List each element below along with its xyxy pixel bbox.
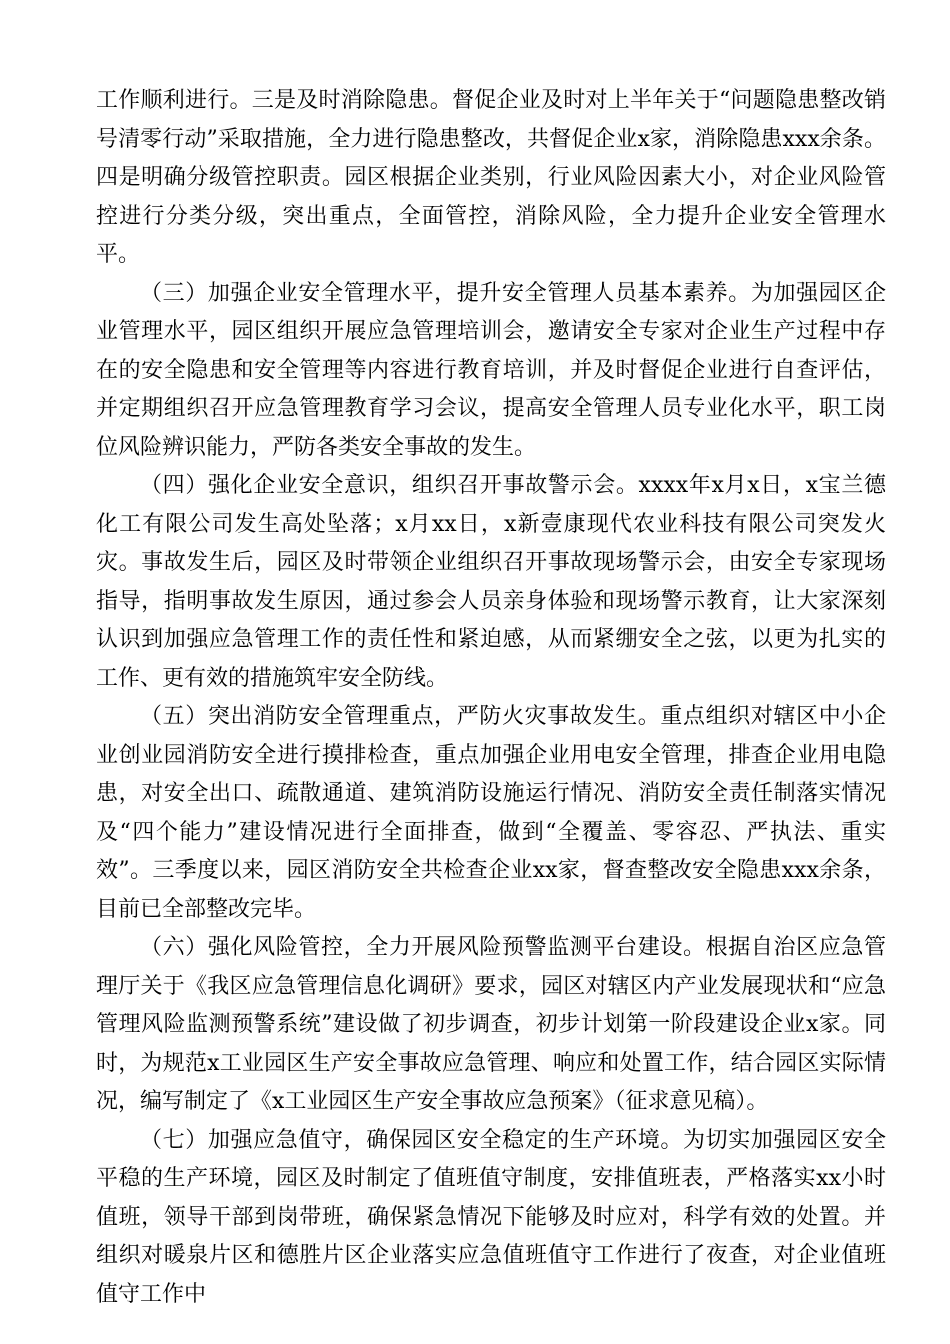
paragraph-text: （四）强化企业安全意识，组织召开事故警示会。xxxx年x月x日，x宝兰德化工有限公司发生高处坠落；x月xx日，x新壹康现代农业科技有限公司突发火灾。事故发生后，园区及时带领企业组织召开事故现场警示会，由安全专家现场指导，指明事故发生原因，通过参会人员亲身体验和现场警示教育，让大家深刻认识到加强应急管理工作的责任性和紧迫感，从而紧绷安全之弦，以更为扎实的工作、更有效的措施筑牢安全防线。 [96, 473, 886, 691]
paragraph-section-3 [96, 275, 886, 468]
paragraph-text: （七）加强应急值守，确保园区安全稳定的生产环境。为切实加强园区安全平稳的生产环境，园区及时制定了值班值守制度，安排值班表，严格落实xx小时值班，领导干部到岗带班，确保紧急情况下能够及时应对，科学有效的处置。并组织对暖泉片区和德胜片区企业落实应急值班值守工作进行了夜查，对企业值班值守工作中 [96, 1127, 886, 1307]
paragraph-text: （五）突出消防安全管理重点，严防火灾事故发生。重点组织对辖区中小企业创业园消防安全进行摸排检查，重点加强企业用电安全管理，排查企业用电隐患，对安全出口、疏散通道、建筑消防设施运行情况、消防安全责任制落实情况及“四个能力”建设情况进行全面排查，做到“全覆盖、零容忍、严执法、重实效”。三季度以来，园区消防安全共检查企业xx家，督查整改安全隐患xxx余条，目前已全部整改完毕。 [96, 704, 886, 922]
paragraph-section-6 [96, 929, 886, 1122]
paragraph-section-4 [96, 467, 886, 698]
paragraph-continuation [96, 82, 886, 275]
document-body [96, 82, 886, 1314]
paragraph-text: 工作顺利进行。三是及时消除隐患。督促企业及时对上半年关于“问题隐患整改销号清零行动”采取措施，全力进行隐患整改，共督促企业x家，消除隐患xxx余条。四是明确分级管控职责。园区根据企业类别，行业风险因素大小，对企业风险管控进行分类分级，突出重点，全面管控，消除风险，全力提升企业安全管理水平。 [96, 88, 886, 267]
paragraph-text: （六）强化风险管控，全力开展风险预警监测平台建设。根据自治区应急管理厅关于《我区应急管理信息化调研》要求，园区对辖区内产业发展现状和“应急管理风险监测预警系统”建设做了初步调查，初步计划第一阶段建设企业x家。同时，为规范x工业园区生产安全事故应急管理、响应和处置工作，结合园区实际情况，编写制定了《x工业园区生产安全事故应急预案》（征求意见稿）。 [96, 935, 886, 1114]
paragraph-section-7 [96, 1122, 886, 1315]
paragraph-section-5 [96, 698, 886, 929]
paragraph-text: （三）加强企业安全管理水平，提升安全管理人员基本素养。为加强园区企业管理水平，园区组织开展应急管理培训会，邀请安全专家对企业生产过程中存在的安全隐患和安全管理等内容进行教育培训，并及时督促企业进行自查评估，并定期组织召开应急管理教育学习会议，提高安全管理人员专业化水平，职工岗位风险辨识能力，严防各类安全事故的发生。 [96, 280, 886, 460]
